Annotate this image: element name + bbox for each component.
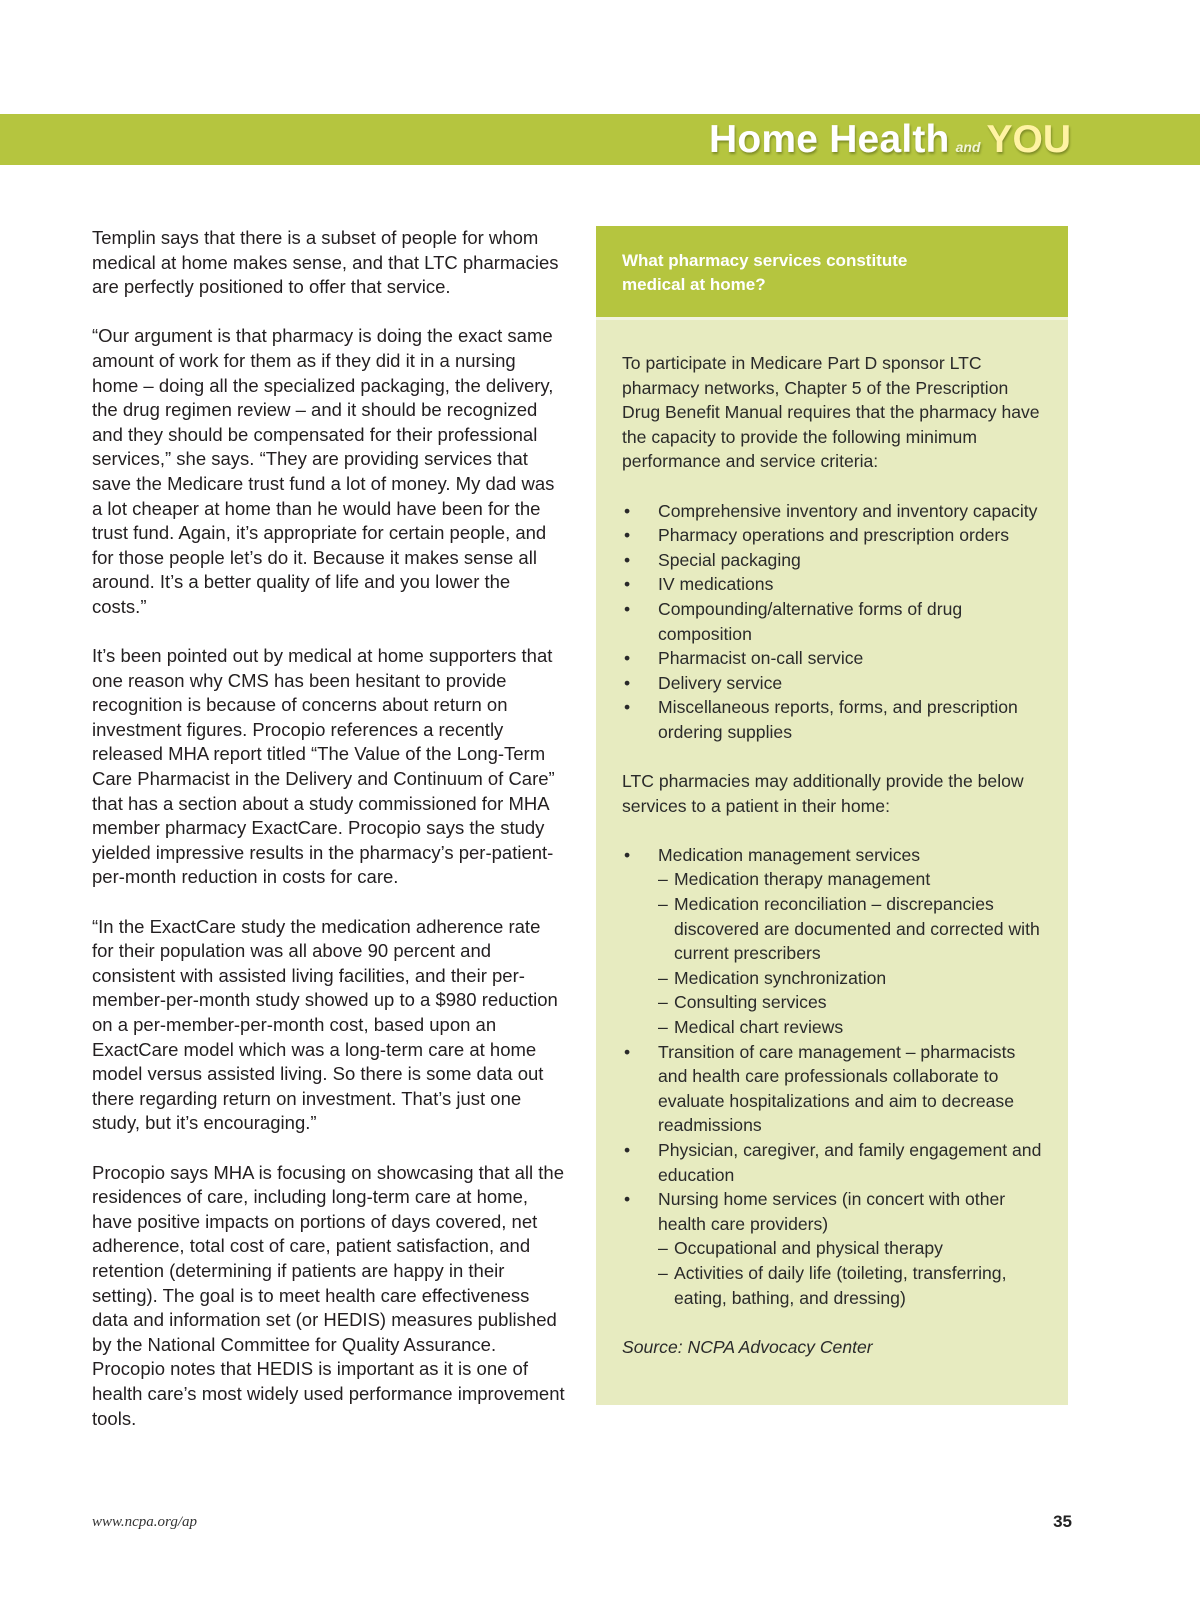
list-item	[622, 1040, 1042, 1138]
bullet-marker: •	[624, 844, 631, 865]
bullet-marker: •	[624, 500, 631, 521]
sub-list-item-text: Medication therapy management	[674, 869, 931, 890]
list-item-text: Pharmacist on-call service	[658, 648, 864, 669]
sub-list-item-text: Occupational and physical therapy	[674, 1238, 943, 1259]
sub-list-item-text: Medication reconciliation – discrepancies discovered are documented and corrected with current prescribers	[674, 894, 1040, 964]
list-item	[622, 1138, 1042, 1187]
sub-list-item-text: Medical chart reviews	[674, 1017, 844, 1038]
article-paragraph: Procopio says MHA is focusing on showcasing that all the residences of care, including long-term care at home, have positive impacts on portions of days covered, net adherence, total cost of care, patient satisfaction, and retention (determining if patients are happy in their setting). The goal is to meet health care effectiveness data and information set (or HEDIS) measures published by the National Committee for Quality Assurance. Procopio notes that HEDIS is important as it is one of health care’s most widely used performance improvement tools.	[92, 1161, 565, 1429]
bullet-marker: •	[624, 648, 631, 669]
bullet-marker: •	[624, 1189, 631, 1210]
footer-url: www.ncpa.org/ap	[92, 1514, 198, 1530]
sub-list-item	[658, 990, 1042, 1015]
list-item	[622, 523, 1042, 548]
bullet-marker: •	[624, 672, 631, 693]
section-title-main: Home Health	[709, 118, 950, 161]
article-paragraph: It’s been pointed out by medical at home supporters that one reason why CMS has been hesitant to provide recognition is because of concerns about return on investment figures. Procopio references a recently released MHA report titled “The Value of the Long-Term Care Pharmacist in the Delivery and Continuum of Care” that has a section about a study commissioned for MHA member pharmacy ExactCare. Procopio says the study yielded impressive results in the pharmacy’s per-patient-per-month reduction in costs for care.	[92, 645, 555, 888]
article-paragraph: “Our argument is that pharmacy is doing the exact same amount of work for them as if they did it in a nursing home – doing all the specialized packaging, the delivery, the drug regimen review – and it should be recognized and they should be compensated for their professional services,” she says. “They are providing services that save the Medicare trust fund a lot of money. My dad was a lot cheaper at home than he would have been for the trust fund. Again, it’s appropriate for certain people, and for those people let’s do it. Because it makes sense all around. It’s a better quality of life and you lower the costs.”	[92, 325, 555, 617]
sub-list-item-text: Medication synchronization	[674, 967, 887, 988]
sub-list-item	[658, 1236, 1042, 1261]
required-services-list	[622, 499, 1042, 745]
sub-list-item-text: Consulting services	[674, 992, 827, 1013]
sub-list-item	[658, 1015, 1042, 1040]
sub-list-item	[658, 966, 1042, 991]
bullet-marker: •	[624, 598, 631, 619]
list-item-text: Miscellaneous reports, forms, and prescription ordering supplies	[658, 697, 1018, 742]
list-item	[622, 499, 1042, 524]
list-item-text: Physician, caregiver, and family engagement and education	[658, 1140, 1042, 1185]
list-item-text: Special packaging	[658, 549, 801, 570]
sidebar-source: Source: NCPA Advocacy Center	[622, 1336, 873, 1357]
sub-list-item	[658, 892, 1042, 966]
dash-marker: –	[658, 869, 668, 890]
bullet-marker: •	[624, 1140, 631, 1160]
dash-marker: –	[658, 967, 668, 988]
list-item-text: Pharmacy operations and prescription orders	[658, 525, 1010, 546]
sidebar-intro: To participate in Medicare Part D sponsor LTC pharmacy networks, Chapter 5 of the Prescription Drug Benefit Manual requires that the pharmacy have the capacity to provide the following minimum performance and service criteria:	[622, 353, 1040, 472]
article-paragraph: “In the ExactCare study the medication adherence rate for their population was all above 90 percent and consistent with assisted living facilities, and their per-member-per-month study showed up to a $980 reduction on a per-member-per-month cost, based upon an ExactCare model which was a long-term care at home model versus assisted living. So there is some data out there regarding return on investment. That’s just one study, but it’s encouraging.”	[92, 915, 558, 1134]
list-item	[622, 695, 1042, 744]
page-number: 35	[1053, 1512, 1072, 1531]
section-title-and: and	[955, 139, 981, 155]
bullet-marker: •	[624, 574, 631, 595]
list-item	[622, 597, 1042, 646]
dash-marker: –	[658, 1017, 668, 1038]
sidebar-body	[596, 320, 1068, 1359]
sidebar-additional-intro: LTC pharmacies may additionally provide the below services to a patient in their home:	[622, 771, 1024, 816]
bullet-marker: •	[624, 1041, 631, 1062]
list-item-text: Delivery service	[658, 672, 783, 693]
sub-list-item	[658, 867, 1042, 892]
additional-services-list	[622, 843, 1042, 1310]
section-title	[709, 114, 1071, 165]
sub-list-item	[658, 1261, 1042, 1310]
section-title-you: YOU	[986, 118, 1071, 161]
dash-marker: –	[658, 1238, 668, 1259]
sidebar-heading-line: medical at home?	[622, 274, 766, 294]
sub-list-item-text: Activities of daily life (toileting, transferring, eating, bathing, and dressing)	[674, 1262, 1007, 1308]
list-item	[622, 572, 1042, 597]
list-item	[622, 646, 1042, 671]
list-item	[622, 671, 1042, 696]
list-item-text: Nursing home services (in concert with other health care providers)	[658, 1189, 1006, 1234]
dash-marker: –	[658, 992, 668, 1013]
list-item	[622, 843, 1042, 1040]
article-body	[92, 226, 567, 1456]
list-item	[622, 548, 1042, 573]
dash-marker: –	[658, 894, 668, 915]
list-item-text: Compounding/alternative forms of drug composition	[658, 598, 963, 644]
dash-marker: –	[658, 1262, 668, 1283]
list-item-text: IV medications	[658, 574, 774, 595]
sidebar-heading	[596, 226, 1068, 317]
list-item-text: Comprehensive inventory and inventory capacity	[658, 500, 1038, 521]
bullet-marker: •	[624, 697, 631, 718]
list-item-text: Transition of care management – pharmacists and health care professionals collaborate to evaluate hospitalizations and aim to decrease readmissions	[658, 1041, 1016, 1136]
bullet-marker: •	[624, 549, 631, 570]
sidebar-heading-line: What pharmacy services constitute	[622, 251, 908, 270]
list-item	[622, 1187, 1042, 1310]
section-banner	[0, 114, 1200, 165]
bullet-marker: •	[624, 525, 631, 546]
list-item-text: Medication management services	[658, 844, 921, 865]
article-paragraph: Templin says that there is a subset of people for whom medical at home makes sense, and that LTC pharmacies are perfectly positioned to offer that service.	[92, 227, 559, 298]
sidebar-box	[596, 226, 1068, 1405]
